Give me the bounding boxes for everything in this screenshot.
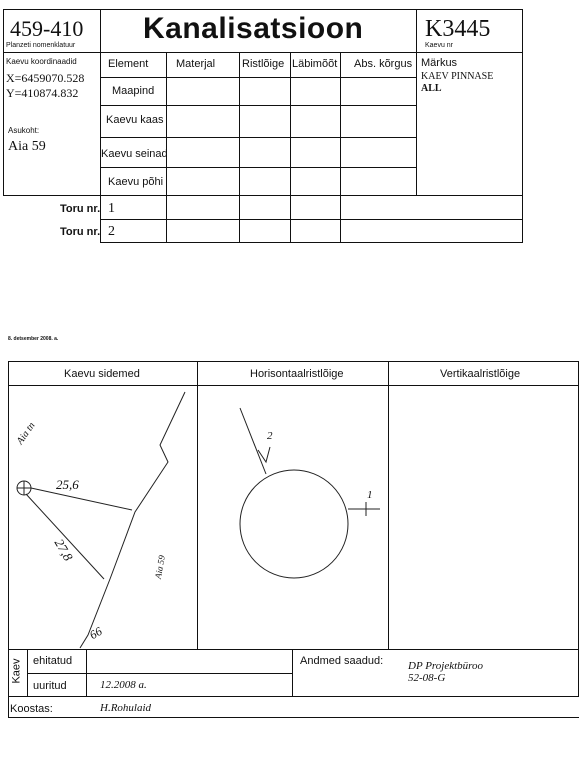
sketch-street-label: Aia tn [14, 420, 38, 447]
well-cross-section [240, 470, 348, 578]
section-title-ties: Kaevu sidemed [64, 368, 140, 380]
coordinate-x: X=6459070.528 [6, 71, 85, 85]
row-label-bottom: Kaevu põhi [108, 176, 164, 188]
col-header-cross-section: Ristlõige [242, 58, 285, 70]
built-label: ehitatud [33, 655, 73, 667]
sketch-distance-2: 27,8 [51, 536, 76, 564]
pipe-1-label: Toru nr. [60, 203, 101, 215]
author-value: H.Rohulaid [100, 702, 152, 714]
pipe-1-number: 1 [108, 201, 115, 216]
remarks-line-2: ALL [421, 83, 442, 94]
well-id: K3445 [425, 16, 491, 42]
location-label: Asukoht: [8, 126, 40, 135]
date-line: 8. detsember 2008. a. [8, 336, 59, 342]
remarks-label: Märkus [421, 57, 458, 69]
author-label: Koostas: [10, 703, 53, 715]
sketch-house-label: Aia 59 [152, 554, 167, 580]
pipe-2-label: Toru nr. [60, 226, 101, 238]
footer-side-label: Kaev [10, 658, 23, 684]
page-title: Kanalisatsioon [143, 12, 364, 45]
col-header-material: Materjal [176, 58, 216, 70]
row-label-walls: Kaevu seinad [101, 148, 168, 160]
pipe-2-number: 2 [108, 224, 115, 239]
remarks-line-1: KAEV PINNASE [421, 71, 494, 82]
location-value: Aia 59 [8, 139, 46, 154]
row-label-lid: Kaevu kaas [106, 114, 164, 126]
pipe-1-marker: 1 [367, 489, 373, 501]
pipe-2-line [240, 408, 266, 474]
source-label: Andmed saadud: [300, 655, 384, 667]
well-id-caption: Kaevu nr [425, 42, 454, 49]
coordinates-label: Kaevu koordinaadid [6, 57, 77, 66]
pipe-2-marker: 2 [267, 430, 273, 442]
col-header-element: Element [108, 58, 149, 70]
col-header-diameter: Läbimõõt [292, 58, 338, 70]
surveyed-label: uuritud [33, 680, 67, 692]
source-value-1: DP Projektbüroo [408, 660, 484, 672]
sketch-number-66: 66 [87, 624, 105, 643]
surveyed-value: 12.2008 a. [100, 679, 147, 691]
tie-line-1 [31, 488, 132, 510]
section-title-vertical: Vertikaalristlõige [440, 368, 521, 380]
source-value-2: 52-08-G [408, 672, 446, 684]
sketch-distance-1: 25,6 [56, 477, 79, 492]
sheet-number: 459-410 [10, 16, 84, 41]
section-title-horizontal: Horisontaalristlõige [250, 368, 344, 380]
col-header-abs-height: Abs. kõrgus [354, 58, 413, 70]
row-label-ground: Maapind [112, 85, 155, 97]
property-boundary [80, 392, 185, 648]
coordinate-y: Y=410874.832 [6, 86, 79, 100]
sheet-number-caption: Planzeti nomenklatuur [6, 42, 76, 49]
